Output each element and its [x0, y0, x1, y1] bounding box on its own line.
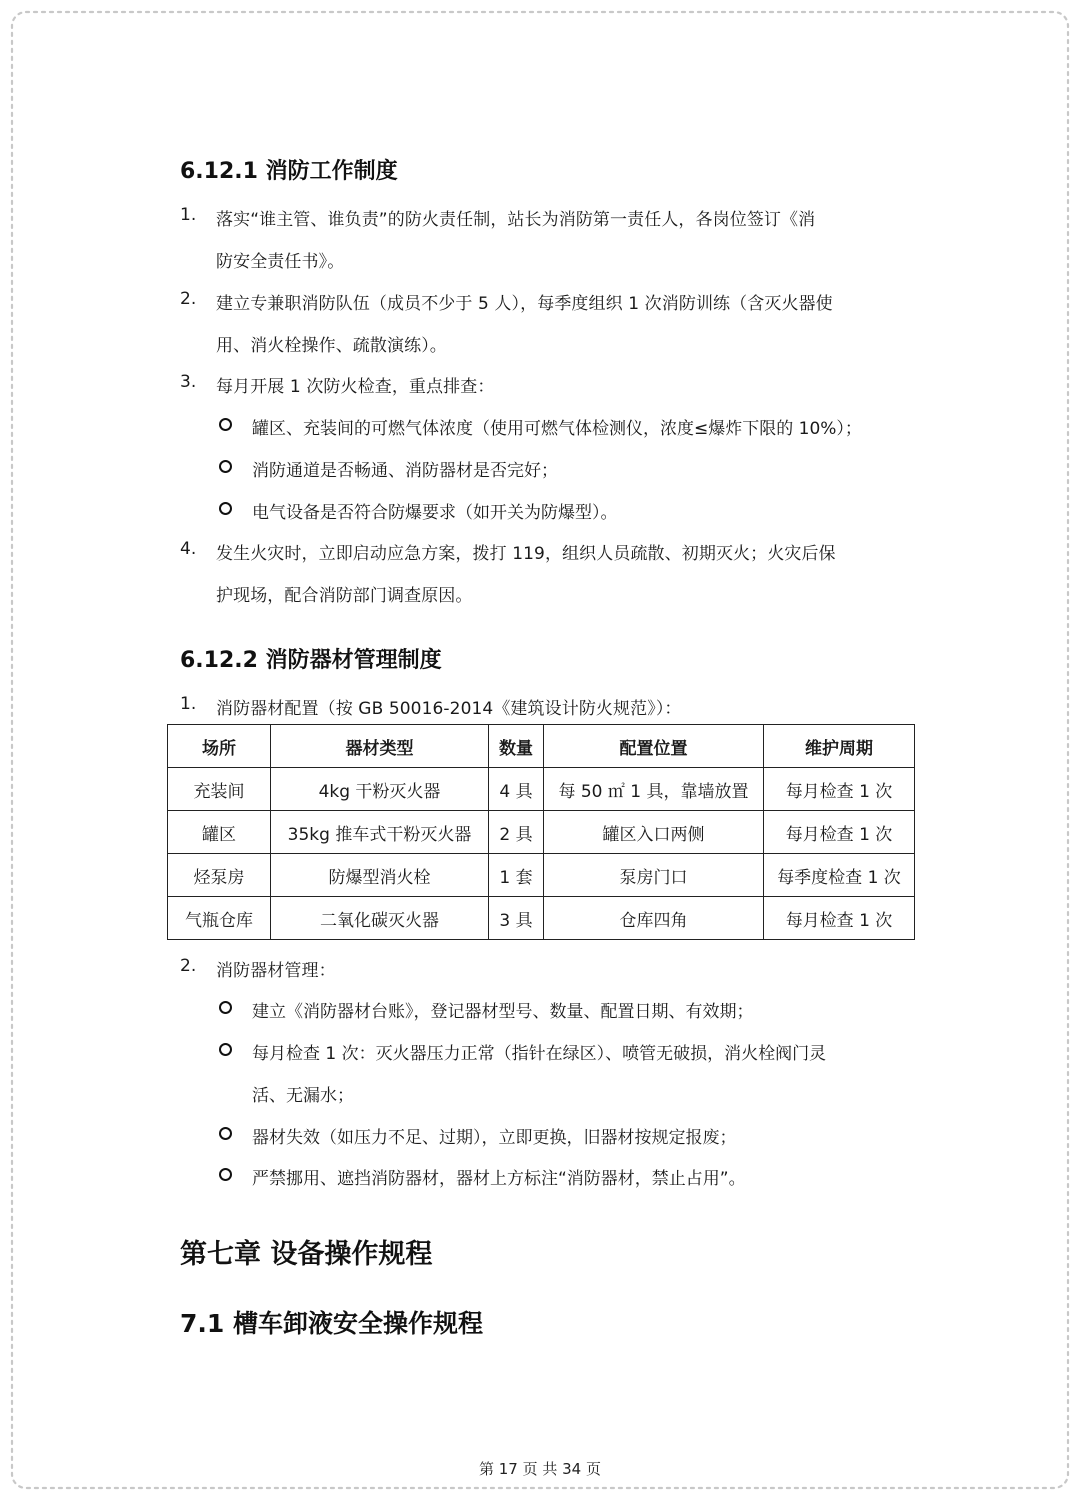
table-header: 维护周期: [764, 725, 915, 768]
list-item-text: 消防器材配置（按 GB 50016-2014《建筑设计防火规范》）：: [216, 699, 682, 719]
list-item-text: 消防器材管理：: [216, 961, 336, 981]
table-header: 器材类型: [271, 725, 489, 768]
table-cell: 每月检查 1 次: [764, 768, 915, 811]
table-cell: 每月检查 1 次: [764, 897, 915, 940]
bullet-text: 建立《消防器材台账》，登记器材型号、数量、配置日期、有效期；: [252, 1002, 754, 1022]
list-number: 2.: [180, 289, 197, 309]
circle-bullet-icon: [219, 418, 232, 431]
table-header: 配置位置: [544, 725, 764, 768]
bullet-text: 每月检查 1 次：灭火器压力正常（指针在绿区）、喷管无破损，消火栓阀门灵: [252, 1044, 827, 1064]
list-number: 2.: [180, 956, 197, 976]
circle-bullet-icon: [219, 1168, 232, 1181]
list-item-text: 防安全责任书》。: [216, 252, 345, 272]
circle-bullet-icon: [219, 1001, 232, 1014]
table-row: [168, 811, 915, 854]
table-cell: 4 具: [489, 768, 544, 811]
list-number: 3.: [180, 372, 197, 392]
bullet-text: 器材失效（如压力不足、过期），立即更换，旧器材按规定报废；: [252, 1128, 737, 1148]
table-header: 数量: [489, 725, 544, 768]
table-cell: 1 套: [489, 854, 544, 897]
bullet-text: 罐区、充装间的可燃气体浓度（使用可燃气体检测仪，浓度≤爆炸下限的 10%）；: [252, 419, 862, 439]
circle-bullet-icon: [219, 1127, 232, 1140]
list-item-text: 用、消火栓操作、疏散演练）。: [216, 336, 447, 356]
table-cell: 每 50 ㎡ 1 具，靠墙放置: [544, 768, 764, 811]
table-cell: 气瓶仓库: [168, 897, 271, 940]
list-item-text: 护现场，配合消防部门调查原因。: [216, 586, 473, 606]
table-row: [168, 768, 915, 811]
page-number-footer: 第 17 页 共 34 页: [478, 1460, 601, 1478]
table-cell: 充装间: [168, 768, 271, 811]
table-row: [168, 854, 915, 897]
table-cell: 35kg 推车式干粉灭火器: [271, 811, 489, 854]
list-item-text: 建立专兼职消防队伍（成员不少于 5 人），每季度组织 1 次消防训练（含灭火器使: [216, 294, 833, 314]
table-cell: 烃泵房: [168, 854, 271, 897]
bullet-text: 活、无漏水；: [252, 1086, 354, 1106]
table-cell: 罐区: [168, 811, 271, 854]
table-cell: 泵房门口: [544, 854, 764, 897]
list-number: 4.: [180, 539, 197, 559]
section-6-12-1-title: 6.12.1 消防工作制度: [180, 159, 398, 184]
list-number: 1.: [180, 694, 197, 714]
fire-equipment-table: [167, 724, 915, 940]
bullet-text: 电气设备是否符合防爆要求（如开关为防爆型）。: [252, 503, 618, 523]
list-item-text: 发生火灾时，立即启动应急方案，拨打 119，组织人员疏散、初期灭火；火灾后保: [216, 544, 836, 564]
circle-bullet-icon: [219, 460, 232, 473]
table-cell: 每月检查 1 次: [764, 811, 915, 854]
table-cell: 二氧化碳灭火器: [271, 897, 489, 940]
table-cell: 防爆型消火栓: [271, 854, 489, 897]
list-item-text: 每月开展 1 次防火检查，重点排查：: [216, 377, 495, 397]
table-cell: 每季度检查 1 次: [764, 854, 915, 897]
list-item-text: 落实“谁主管、谁负责”的防火责任制，站长为消防第一责任人，各岗位签订《消: [216, 210, 816, 230]
section-7-1-title: 7.1 槽车卸液安全操作规程: [180, 1309, 483, 1338]
table-cell: 4kg 干粉灭火器: [271, 768, 489, 811]
bullet-text: 严禁挪用、遮挡消防器材，器材上方标注“消防器材，禁止占用”。: [252, 1169, 746, 1189]
table-header: 场所: [168, 725, 271, 768]
circle-bullet-icon: [219, 1043, 232, 1056]
chapter-7-title: 第七章 设备操作规程: [180, 1239, 433, 1270]
table-header-row: [168, 725, 915, 768]
table-cell: 罐区入口两侧: [544, 811, 764, 854]
table-cell: 2 具: [489, 811, 544, 854]
bullet-text: 消防通道是否畅通、消防器材是否完好；: [252, 461, 558, 481]
table-cell: 仓库四角: [544, 897, 764, 940]
section-6-12-2-title: 6.12.2 消防器材管理制度: [180, 648, 442, 673]
table-cell: 3 具: [489, 897, 544, 940]
list-number: 1.: [180, 205, 197, 225]
table-row: [168, 897, 915, 940]
circle-bullet-icon: [219, 502, 232, 515]
